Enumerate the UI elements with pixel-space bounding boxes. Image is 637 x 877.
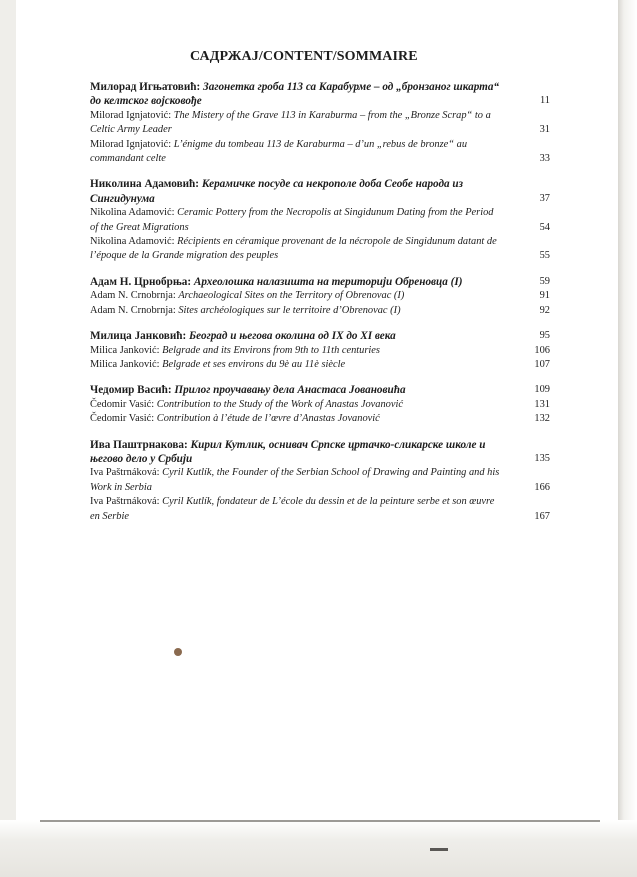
toc-entry[interactable] xyxy=(90,438,550,467)
entry-title: Récipients en céramique provenant de la nécropole de Singidunum datant de l’époque de la Grande migration des peuples xyxy=(90,236,497,262)
entry-text xyxy=(90,275,500,289)
entry-page: 11 xyxy=(539,95,550,107)
page-bottom-edge xyxy=(0,820,637,877)
entry-title: L’énigme du tombeau 113 de Karaburma – d’un „rebus de bronze“ au commandant celte xyxy=(90,138,468,165)
entry-text xyxy=(90,206,500,235)
entry-text xyxy=(90,289,500,303)
entry-author: Адам Н. Црнобрња: xyxy=(90,275,192,288)
entry-text xyxy=(90,138,500,167)
entry-text xyxy=(90,412,500,426)
entry-text xyxy=(90,80,500,109)
page-left-strip xyxy=(0,0,16,877)
entry-page: 106 xyxy=(534,344,550,356)
entry-author: Milica Janković: xyxy=(90,358,160,370)
entry-page: 91 xyxy=(539,290,550,302)
entry-text xyxy=(90,358,500,372)
entry-author: Milorad Ignjatović: xyxy=(90,109,172,121)
entry-title: Керамичке посуде са некрополе доба Сеобе народа из Сингидунума xyxy=(90,178,464,205)
entry-author: Iva Paštrnáková: xyxy=(90,467,160,479)
entry-title: The Mistery of the Grave 113 in Karaburma – from the „Bronze Scrap“ to a Celtic Army Leader xyxy=(90,109,491,136)
entry-page: 166 xyxy=(534,481,550,493)
entry-page: 54 xyxy=(539,221,550,233)
entry-page: 167 xyxy=(534,510,550,522)
entry-page: 55 xyxy=(539,250,550,262)
entry-title: Belgrade et ses environs du 9è au 11è siècle xyxy=(162,358,346,370)
toc-entry[interactable] xyxy=(90,275,550,289)
entry-page: 95 xyxy=(539,330,550,342)
entry-author: Milorad Ignjatović: xyxy=(90,138,172,150)
table-of-contents xyxy=(90,80,550,535)
entry-text xyxy=(90,398,500,412)
entry-title: Загонетка гроба 113 са Карабурме – од „бронзаног шкарта“ до келтског војсковође xyxy=(90,81,500,108)
entry-text xyxy=(90,438,500,467)
toc-entry[interactable] xyxy=(90,398,550,412)
toc-entry[interactable] xyxy=(90,177,550,206)
entry-text xyxy=(90,344,500,358)
toc-entry[interactable] xyxy=(90,358,550,372)
entry-page: 37 xyxy=(539,192,550,204)
entry-page: 107 xyxy=(534,358,550,370)
toc-section xyxy=(90,275,550,318)
toc-entry[interactable] xyxy=(90,206,550,235)
toc-entry[interactable] xyxy=(90,344,550,358)
entry-title: Contribution to the Study of the Work of Anastas Jovanović xyxy=(156,398,403,410)
entry-text xyxy=(90,109,500,138)
toc-section xyxy=(90,177,550,263)
entry-page: 109 xyxy=(534,384,550,396)
entry-title: Прилог проучавању дела Анастаса Јовановића xyxy=(174,384,406,397)
toc-entry[interactable] xyxy=(90,383,550,397)
entry-page: 59 xyxy=(539,275,550,287)
entry-author: Милица Јанковић: xyxy=(90,330,187,343)
toc-section xyxy=(90,438,550,524)
entry-title: Археолошка налазишта на територији Обреновца (I) xyxy=(193,275,463,288)
entry-title: Cyril Kutlík, fondateur de L’école du dessin et de la peinture serbe et son œuvre en Serbie xyxy=(90,496,495,522)
toc-section xyxy=(90,80,550,166)
toc-entry[interactable] xyxy=(90,235,550,264)
toc-section xyxy=(90,383,550,426)
toc-entry[interactable] xyxy=(90,466,550,495)
entry-title: Contribution à l’étude de l’œvre d’Anastas Jovanović xyxy=(156,413,380,425)
entry-title: Ceramic Pottery from the Necropolis at Singidunum Dating from the Period of the Great Migrations xyxy=(90,207,494,233)
page-bottom-line xyxy=(40,820,600,822)
entry-author: Iva Paštrnáková: xyxy=(90,496,160,508)
toc-entry[interactable] xyxy=(90,80,550,109)
entry-author: Adam N. Crnobrnja: xyxy=(90,304,176,316)
toc-entry[interactable] xyxy=(90,138,550,167)
toc-heading: САДРЖАЈ/CONTENT/SOMMAIRE xyxy=(190,49,418,64)
entry-author: Ива Паштрнакова: xyxy=(90,438,188,451)
toc-entry[interactable] xyxy=(90,109,550,138)
entry-title: Београд и његова околина од IX до XI века xyxy=(189,330,396,343)
entry-text xyxy=(90,304,500,318)
entry-author: Čedomir Vasić: xyxy=(90,413,155,425)
entry-text xyxy=(90,329,500,343)
toc-entry[interactable] xyxy=(90,412,550,426)
entry-page: 135 xyxy=(534,452,550,464)
entry-text xyxy=(90,177,500,206)
page-bottom-mark xyxy=(430,848,448,851)
toc-entry[interactable] xyxy=(90,495,550,524)
entry-author: Милорад Игњатовић: xyxy=(90,81,201,93)
toc-entry[interactable] xyxy=(90,289,550,303)
entry-author: Nikolina Adamović: xyxy=(90,236,175,248)
entry-author: Николина Адамовић: xyxy=(90,178,200,191)
entry-author: Nikolina Adamović: xyxy=(90,207,175,219)
entry-page: 132 xyxy=(534,413,550,425)
entry-title: Sites archéologiques sur le territoire d’Obrenovac (I) xyxy=(178,304,401,316)
toc-entry[interactable] xyxy=(90,304,550,318)
entry-author: Čedomir Vasić: xyxy=(90,398,155,410)
entry-text xyxy=(90,235,500,264)
entry-page: 92 xyxy=(539,304,550,316)
entry-title: Cyril Kutlík, the Founder of the Serbian School of Drawing and Painting and his Work in Serbia xyxy=(90,467,500,493)
page-right-edge xyxy=(618,0,637,877)
entry-text xyxy=(90,466,500,495)
entry-author: Adam N. Crnobrnja: xyxy=(90,290,176,302)
toc-entry[interactable] xyxy=(90,329,550,343)
entry-author: Чедомир Васић: xyxy=(90,384,172,397)
entry-page: 33 xyxy=(539,153,550,165)
entry-page: 31 xyxy=(539,124,550,136)
entry-text xyxy=(90,383,500,397)
entry-page: 131 xyxy=(534,398,550,410)
paper-spot xyxy=(174,648,182,656)
entry-title: Belgrade and its Environs from 9th to 11th centuries xyxy=(162,344,380,356)
entry-author: Milica Janković: xyxy=(90,344,160,356)
entry-title: Кирил Кутлик, оснивач Српске цртачко-сликарске школе и његово дело у Србији xyxy=(90,438,486,465)
entry-title: Archaeological Sites on the Territory of Obrenovac (I) xyxy=(178,290,405,302)
entry-text xyxy=(90,495,500,524)
toc-section xyxy=(90,329,550,372)
